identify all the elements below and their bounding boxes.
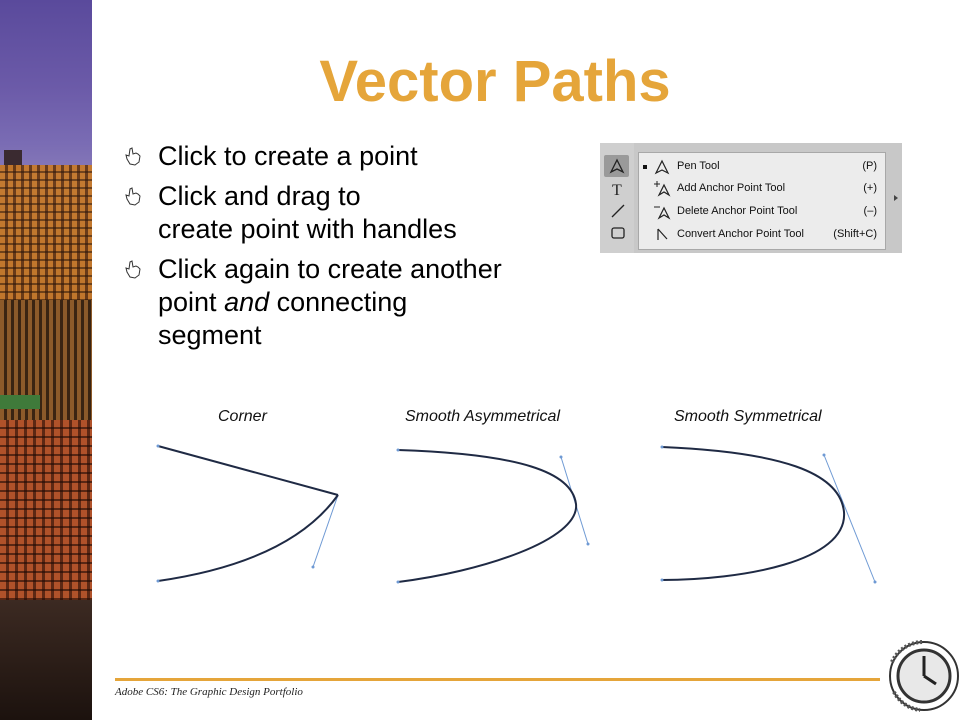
add-anchor-point-icon — [653, 180, 671, 198]
bullet-list — [120, 140, 580, 359]
against-the-clock-logo — [880, 632, 960, 720]
smooth-asymmetrical-path-diagram — [397, 449, 590, 584]
building-shape — [0, 165, 92, 305]
hand-pointer-icon — [124, 260, 142, 280]
flyout-menu — [638, 152, 886, 250]
menu-item-label: Delete Anchor Point Tool — [677, 205, 798, 217]
rectangle-icon[interactable] — [610, 225, 626, 241]
path-segment — [158, 446, 338, 495]
menu-item-add-anchor-point[interactable] — [639, 178, 885, 200]
anchor-point — [661, 446, 664, 449]
slide-title: Vector Paths — [319, 49, 671, 114]
handle-point — [823, 454, 826, 457]
handle-line — [824, 455, 875, 582]
bullet-emphasis: and — [224, 287, 270, 317]
bullet-text: create point with handles — [158, 214, 457, 244]
bullet-item — [120, 140, 580, 173]
handle-point — [312, 566, 315, 569]
caption-smooth-asymmetrical: Smooth Asymmetrical — [405, 408, 560, 425]
handle-point — [560, 456, 563, 459]
bullet-text: connecting — [269, 287, 408, 317]
selected-bullet — [643, 165, 647, 169]
caption-corner: Corner — [218, 408, 267, 425]
handle-point — [587, 543, 590, 546]
tools-panel — [600, 143, 634, 253]
caption-smooth-symmetrical: Smooth Symmetrical — [674, 408, 822, 425]
type-icon[interactable] — [610, 181, 626, 197]
building-shape — [0, 395, 40, 409]
menu-item-label: Pen Tool — [677, 160, 720, 172]
building-shape — [0, 420, 92, 600]
anchor-point — [397, 449, 400, 452]
bullet-text: segment — [158, 320, 262, 350]
anchor-point — [157, 445, 160, 448]
line-icon[interactable] — [610, 203, 626, 219]
delete-anchor-point-icon — [653, 203, 671, 221]
menu-item-shortcut: (P) — [862, 160, 877, 172]
svg-text:T: T — [612, 182, 622, 197]
path-diagrams — [140, 432, 900, 602]
smooth-symmetrical-path-diagram — [661, 446, 877, 584]
flyout-arrow-icon — [894, 195, 898, 201]
menu-item-shortcut: (Shift+C) — [833, 228, 877, 240]
city-photo-strip — [0, 0, 92, 720]
bullet-item — [120, 253, 580, 352]
hand-pointer-icon — [124, 147, 142, 167]
handle-point — [874, 581, 877, 584]
pen-icon — [653, 158, 671, 176]
footer-text: Adobe CS6: The Graphic Design Portfolio — [115, 686, 303, 698]
bullet-text: point — [158, 287, 225, 317]
menu-item-label: Convert Anchor Point Tool — [677, 228, 804, 240]
bullet-text: Click again to create another — [158, 254, 502, 284]
path-segment — [398, 450, 576, 582]
menu-item-shortcut: (+) — [863, 182, 877, 194]
bullet-text: Click to create a point — [158, 141, 418, 171]
anchor-point — [157, 580, 160, 583]
pen-tool-flyout-screenshot — [600, 143, 902, 253]
path-segment — [158, 495, 338, 581]
handle-line — [313, 495, 338, 567]
menu-item-delete-anchor-point[interactable] — [639, 201, 885, 223]
anchor-point — [661, 579, 664, 582]
convert-anchor-point-icon — [653, 226, 671, 244]
building-shape — [0, 600, 92, 720]
menu-item-convert-anchor-point[interactable] — [639, 224, 885, 246]
bullet-item — [120, 180, 580, 246]
footer-rule — [115, 678, 880, 681]
corner-path-diagram — [157, 445, 339, 583]
menu-item-pen-tool[interactable] — [639, 156, 885, 178]
menu-item-shortcut: (–) — [863, 205, 877, 217]
bullet-text: Click and drag to — [158, 181, 361, 211]
anchor-point — [397, 581, 400, 584]
menu-item-label: Add Anchor Point Tool — [677, 182, 786, 194]
pen-icon — [608, 157, 626, 175]
path-segment — [662, 447, 844, 580]
hand-pointer-icon — [124, 187, 142, 207]
